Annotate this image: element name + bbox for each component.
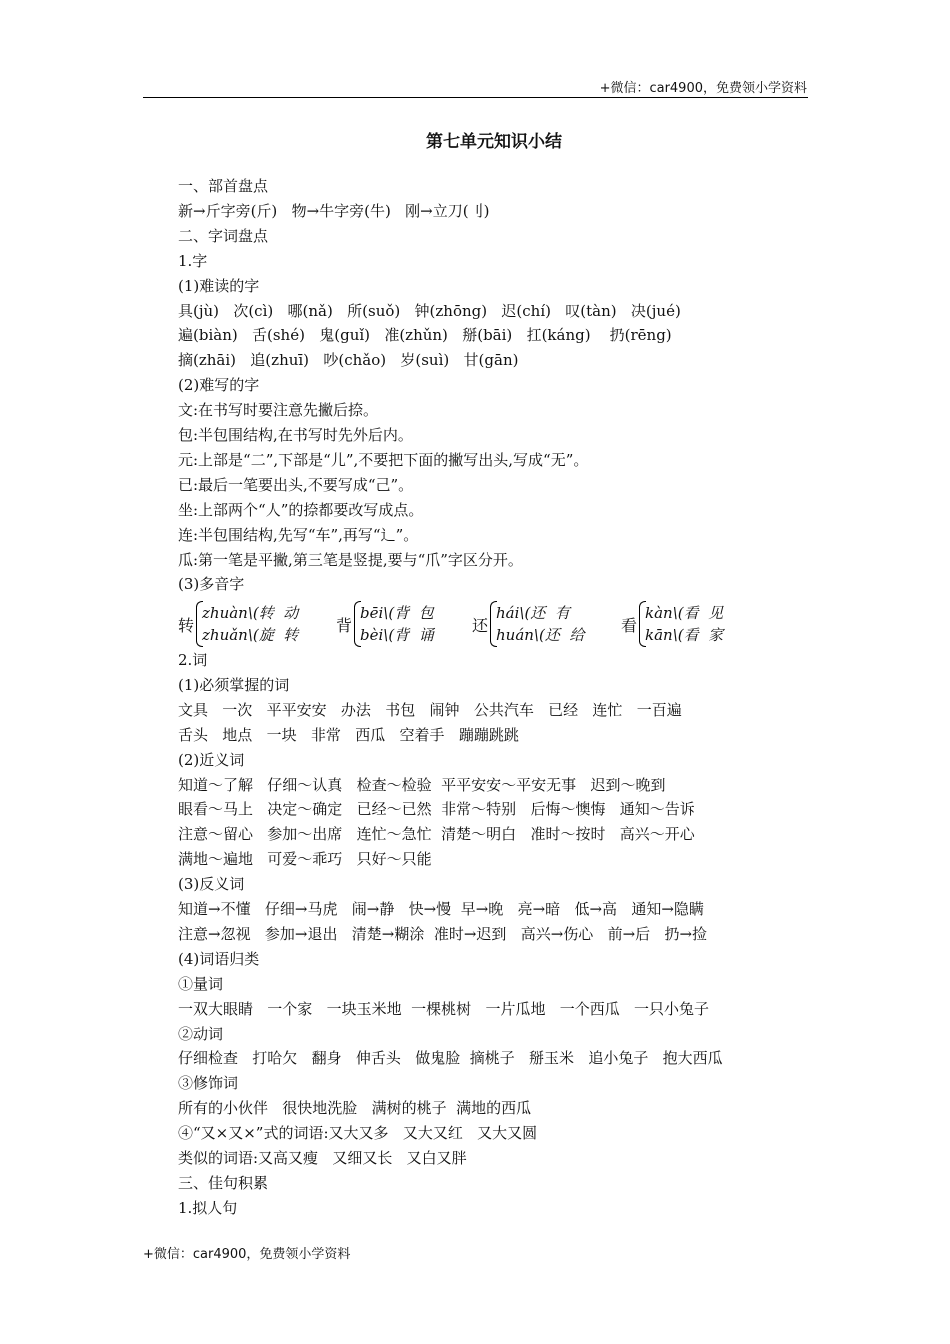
text-line: ②动词 xyxy=(178,1024,224,1043)
polyphone-reading: hái\(还 有 xyxy=(496,604,570,622)
text-line: (1)难读的字 xyxy=(178,276,260,295)
text-line: 连:半包围结构,先写“车”,再写“辶”。 xyxy=(178,525,419,544)
polyphone-group xyxy=(472,600,632,648)
header-watermark: +微信：car4900，免费领小学资料 xyxy=(599,81,807,96)
text-line: ①量词 xyxy=(178,974,224,993)
polyphone-reading: zhuàn\(转 动 xyxy=(202,604,299,622)
polyphone-char: 还 xyxy=(472,616,489,635)
text-line: 元:上部是“二”,下部是“儿”,不要把下面的撇写出头,写成“无”。 xyxy=(178,450,589,469)
text-line: ④“又×又×”式的词语:又大又多 又大又红 又大又圆 xyxy=(178,1124,538,1143)
text-line: 注意～留心 参加～出席 连忙～急忙 清楚～明白 准时～按时 高兴～开心 xyxy=(178,825,695,844)
text-line: 类似的词语:又高又瘦 又细又长 又白又胖 xyxy=(178,1149,467,1167)
text-line: (2)近义词 xyxy=(178,750,245,769)
polyphone-char: 背 xyxy=(336,616,353,635)
polyphone-group xyxy=(621,600,750,648)
polyphone-char: 看 xyxy=(621,616,638,635)
text-line: (2)难写的字 xyxy=(178,376,260,395)
text-line: 具(jù) 次(cì) 哪(nǎ) 所(suǒ) 钟(zhōng) 迟(chí) 叹(tàn) 决(jué) xyxy=(178,301,681,320)
text-line: 知道→不懂 仔细→马虎 闹→静 快→慢 早→晚 亮→暗 低→高 通知→隐瞒 xyxy=(178,900,704,918)
text-line: 1.拟人句 xyxy=(178,1198,238,1217)
text-line: 注意→忽视 参加→退出 清楚→糊涂 准时→迟到 高兴→伤心 前→后 扔→捡 xyxy=(178,924,708,943)
page-title: 第七单元知识小结 xyxy=(426,132,562,152)
polyphone-panel xyxy=(178,600,750,648)
text-line: 1.字 xyxy=(178,251,208,270)
text-line: 仔细检查 打哈欠 翻身 伸舌头 做鬼脸 摘桃子 掰玉米 追小兔子 抱大西瓜 xyxy=(178,1049,723,1068)
text-line: ③修饰词 xyxy=(178,1074,239,1093)
polyphone-reading: zhuǎn\(旋 转 xyxy=(202,626,299,644)
polyphone-char: 转 xyxy=(178,616,195,635)
text-line: 瓜:第一笔是平撇,第三笔是竖提,要与“爪”字区分开。 xyxy=(178,550,523,569)
text-line: 新→斤字旁(斤) 物→牛字旁(牛) 刚→立刀(刂) xyxy=(178,201,490,220)
text-line: 坐:上部两个“人”的捺都要改写成点。 xyxy=(178,500,424,519)
text-line: 遍(biàn) 舌(shé) 鬼(guǐ) 准(zhǔn) 掰(bāi) 扛(káng) 扔(rēng) xyxy=(178,326,672,345)
polyphone-reading: bèi\(背 诵 xyxy=(360,626,434,644)
text-line: 包:半包围结构,在书写时先外后内。 xyxy=(178,426,413,444)
polyphone-reading: kān\(看 家 xyxy=(645,626,724,644)
text-line: 已:最后一笔要出头,不要写成“己”。 xyxy=(178,475,414,494)
text-line: 一双大眼睛 一个家 一块玉米地 一棵桃树 一片瓜地 一个西瓜 一只小兔子 xyxy=(178,999,710,1018)
text-line: 一、部首盘点 xyxy=(178,177,269,195)
text-line: (3)多音字 xyxy=(178,575,245,594)
text-line: 满地～遍地 可爱～乖巧 只好～只能 xyxy=(178,850,432,869)
text-line: (4)词语归类 xyxy=(178,949,260,968)
header-rule xyxy=(143,97,808,98)
text-line: (3)反义词 xyxy=(178,875,245,894)
polyphone-group xyxy=(336,600,476,648)
polyphone-reading: kàn\(看 见 xyxy=(645,604,724,622)
text-line: (1)必须掌握的词 xyxy=(178,675,290,694)
text-line: 舌头 地点 一块 非常 西瓜 空着手 蹦蹦跳跳 xyxy=(178,725,519,744)
polyphone-reading: huán\(还 给 xyxy=(496,626,585,644)
text-line: 文具 一次 平平安安 办法 书包 闹钟 公共汽车 已经 连忙 一百遍 xyxy=(178,700,682,719)
text-line: 文:在书写时要注意先撇后捺。 xyxy=(178,401,379,420)
text-line: 摘(zhāi) 追(zhuī) 吵(chǎo) 岁(suì) 甘(gān) xyxy=(178,351,519,370)
text-line: 眼看～马上 决定～确定 已经～已然 非常～特别 后悔～懊悔 通知～告诉 xyxy=(178,800,695,819)
text-line: 2.词 xyxy=(178,651,208,669)
text-line: 二、字词盘点 xyxy=(178,226,269,245)
text-line: 知道～了解 仔细～认真 检查～检验 平平安安～平安无事 迟到～晚到 xyxy=(178,775,666,794)
text-line: 所有的小伙伴 很快地洗脸 满树的桃子 满地的西瓜 xyxy=(178,1099,532,1118)
text-line: 三、佳句积累 xyxy=(178,1173,269,1192)
footer-watermark: +微信：car4900，免费领小学资料 xyxy=(143,1247,351,1262)
polyphone-reading: bēi\(背 包 xyxy=(360,604,434,622)
